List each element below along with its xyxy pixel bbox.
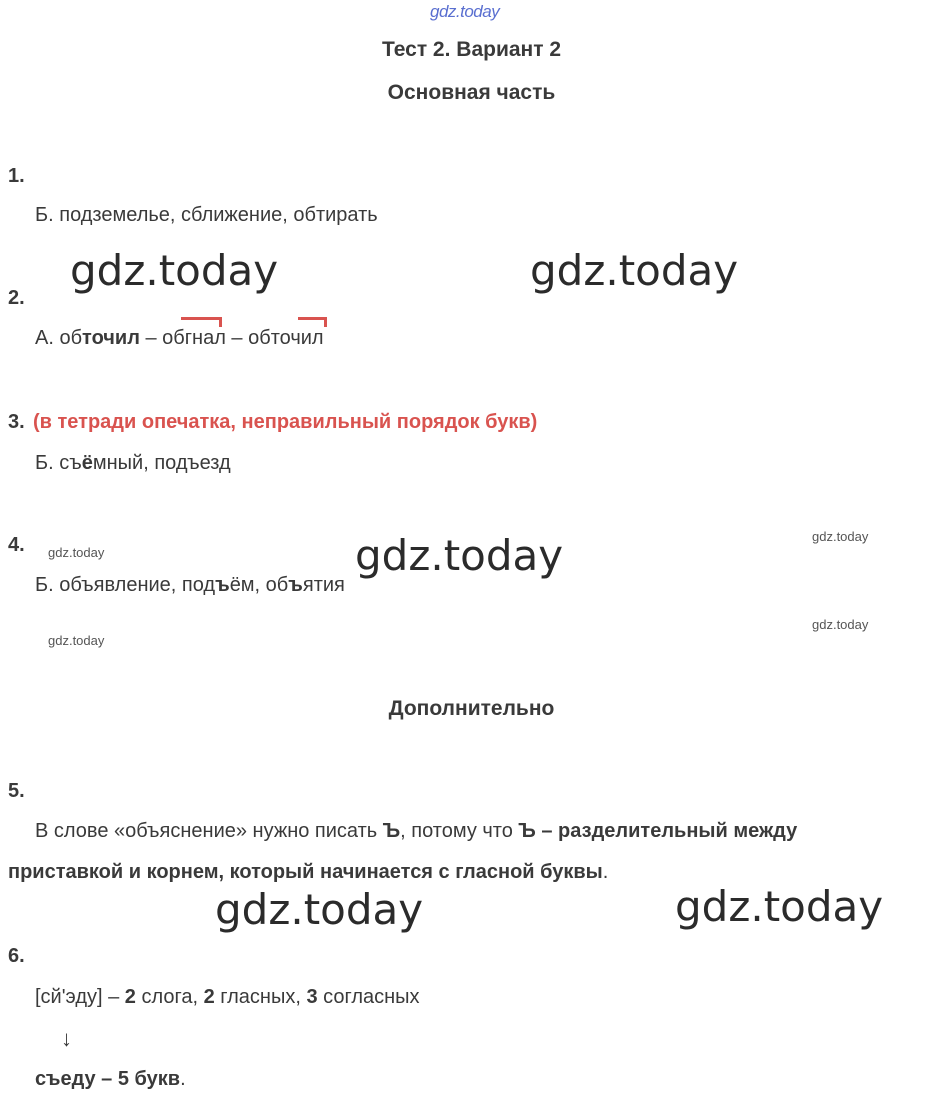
q6-l1-c: слога, [135, 986, 204, 1008]
watermark-small-4: gdz.today [812, 617, 869, 632]
question-2-answer [35, 327, 324, 350]
watermark-big-4: gdz.today [215, 885, 424, 934]
watermark-small-2: gdz.today [812, 529, 869, 544]
q5-l1-d: Ъ – разделительный между [518, 820, 798, 842]
prefix-mark-2 [298, 317, 327, 327]
watermark-big-1: gdz.today [70, 246, 279, 295]
question-2-number: 2. [8, 287, 25, 309]
q5-l2-a: приставкой и корнем, который начинается с гласной буквы [8, 861, 603, 883]
watermark-big-2: gdz.today [530, 246, 739, 295]
question-3-number: 3. [8, 411, 25, 433]
q5-l1-a: В слове «объяснение» нужно писать [35, 820, 383, 842]
q4-hard-sign-1: ъ [215, 574, 230, 596]
page-title: Тест 2. Вариант 2 [381, 38, 562, 61]
section-extra-heading: Дополнительно [388, 697, 555, 720]
question-1-answer: Б. подземелье, сближение, обтирать [35, 204, 378, 226]
q2-root-1: точил [82, 327, 140, 349]
q2-word2-root: гнал [184, 327, 226, 349]
watermark-small-3: gdz.today [48, 633, 105, 648]
q2-word3-prefix: об [248, 327, 271, 349]
question-5-number: 5. [8, 780, 25, 802]
q2-dash-2: – [225, 327, 249, 349]
q6-l2-a: съеду – 5 букв [35, 1068, 181, 1090]
watermark-top: gdz.today [430, 2, 500, 21]
q6-l1-e: гласных, [214, 986, 307, 1008]
down-arrow-icon: ↓ [61, 1026, 72, 1051]
q4-hard-sign-2: ъ [288, 574, 303, 596]
q2-word3-root: точил [270, 327, 324, 349]
q5-l2-b: . [602, 861, 609, 883]
q4-part-4: ём, об [229, 574, 289, 596]
q3-part-3: мный, подъезд [92, 452, 231, 474]
question-6-line-2 [35, 1068, 186, 1091]
q6-l2-b: . [180, 1068, 186, 1090]
watermark-small-1: gdz.today [48, 545, 105, 560]
question-4-answer [35, 574, 345, 597]
q6-l1-b: 2 [124, 986, 136, 1008]
question-3-note: (в тетради опечатка, неправильный порядок букв) [33, 411, 538, 433]
q4-part-1: Б. объ [35, 574, 94, 596]
q6-l1-g: согласных [317, 986, 420, 1008]
question-3-answer [35, 452, 231, 475]
q6-l1-f: 3 [306, 986, 318, 1008]
question-5-line-2 [8, 861, 608, 884]
q3-part-1: Б. съ [35, 452, 82, 474]
section-main-heading: Основная часть [387, 81, 556, 104]
question-5-line-1 [35, 820, 797, 843]
q3-letter: ё [81, 452, 93, 474]
question-1-number: 1. [8, 165, 25, 187]
q2-word2-prefix: об [162, 327, 185, 349]
q5-l1-c: , потому что [400, 820, 519, 842]
q4-part-6: ятия [302, 574, 345, 596]
prefix-mark-1 [181, 317, 222, 327]
q6-l1-d: 2 [203, 986, 215, 1008]
question-4-number: 4. [8, 534, 25, 556]
q6-l1-a: [сй'эду] – [35, 986, 125, 1008]
question-6-number: 6. [8, 945, 25, 967]
q2-prefix: А. об [35, 327, 83, 349]
q5-l1-b: Ъ [382, 820, 401, 842]
watermark-big-3: gdz.today [355, 531, 564, 580]
watermark-big-5: gdz.today [675, 882, 884, 931]
question-6-line-1 [35, 986, 420, 1009]
q4-part-2: явление, под [93, 574, 216, 596]
q2-dash-1: – [139, 327, 163, 349]
